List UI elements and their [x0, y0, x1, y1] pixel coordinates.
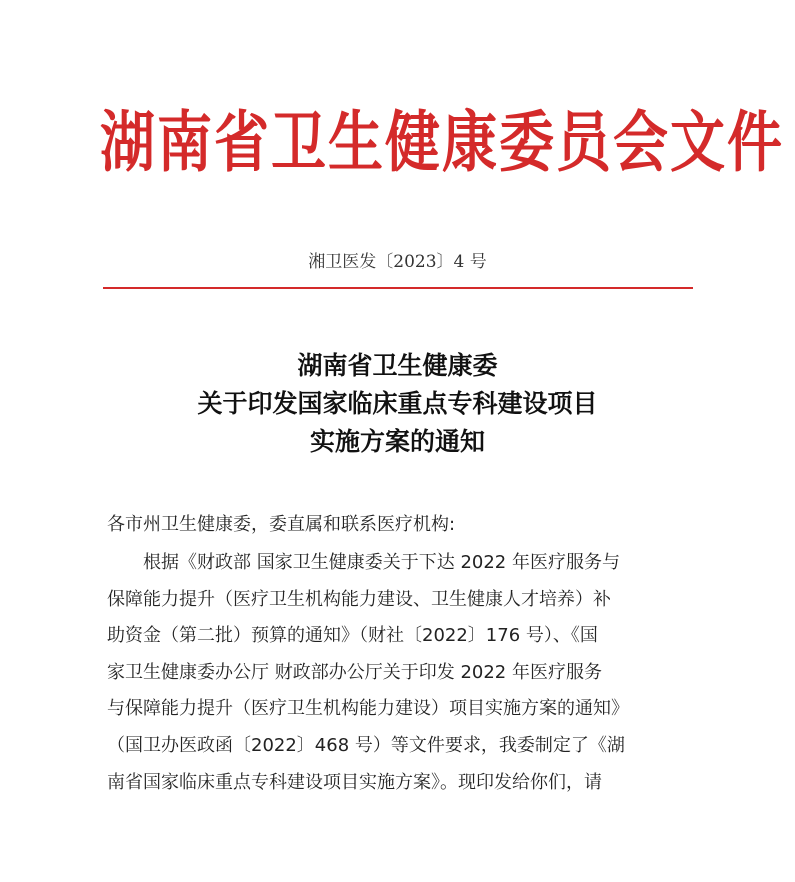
body-paragraph	[107, 545, 697, 801]
notice-title-line: 实施方案的通知	[309, 427, 485, 456]
notice-title-line: 关于印发国家临床重点专科建设项目	[197, 389, 598, 418]
notice-title-line: 湖南省卫生健康委	[297, 351, 498, 380]
issuer-title: 湖南省卫生健康委员会文件	[100, 102, 785, 181]
notice-title	[0, 347, 795, 461]
body-line: 根据《财政部 国家卫生健康委关于下达 2022 年医疗服务与	[107, 552, 620, 573]
body-line: 家卫生健康委办公厅 财政部办公厅关于印发 2022 年医疗服务	[107, 661, 602, 683]
body-line: 南省国家临床重点专科建设项目实施方案》。现印发给你们，请	[107, 771, 602, 793]
red-separator-line	[103, 287, 693, 289]
salutation: 各市州卫生健康委，委直属和联系医疗机构:	[107, 514, 456, 535]
body-line: 助资金（第二批）预算的通知》（财社〔2022〕176 号）、《国	[107, 625, 598, 647]
document-number: 湘卫医发〔2023〕4 号	[308, 252, 487, 272]
body-line: 与保障能力提升（医疗卫生机构能力建设）项目实施方案的通知》	[107, 698, 629, 720]
body-line: 保障能力提升（医疗卫生机构能力建设、卫生健康人才培养）补	[107, 588, 611, 610]
body-line: （国卫办医政函〔2022〕468 号）等文件要求，我委制定了《湖	[107, 734, 625, 756]
